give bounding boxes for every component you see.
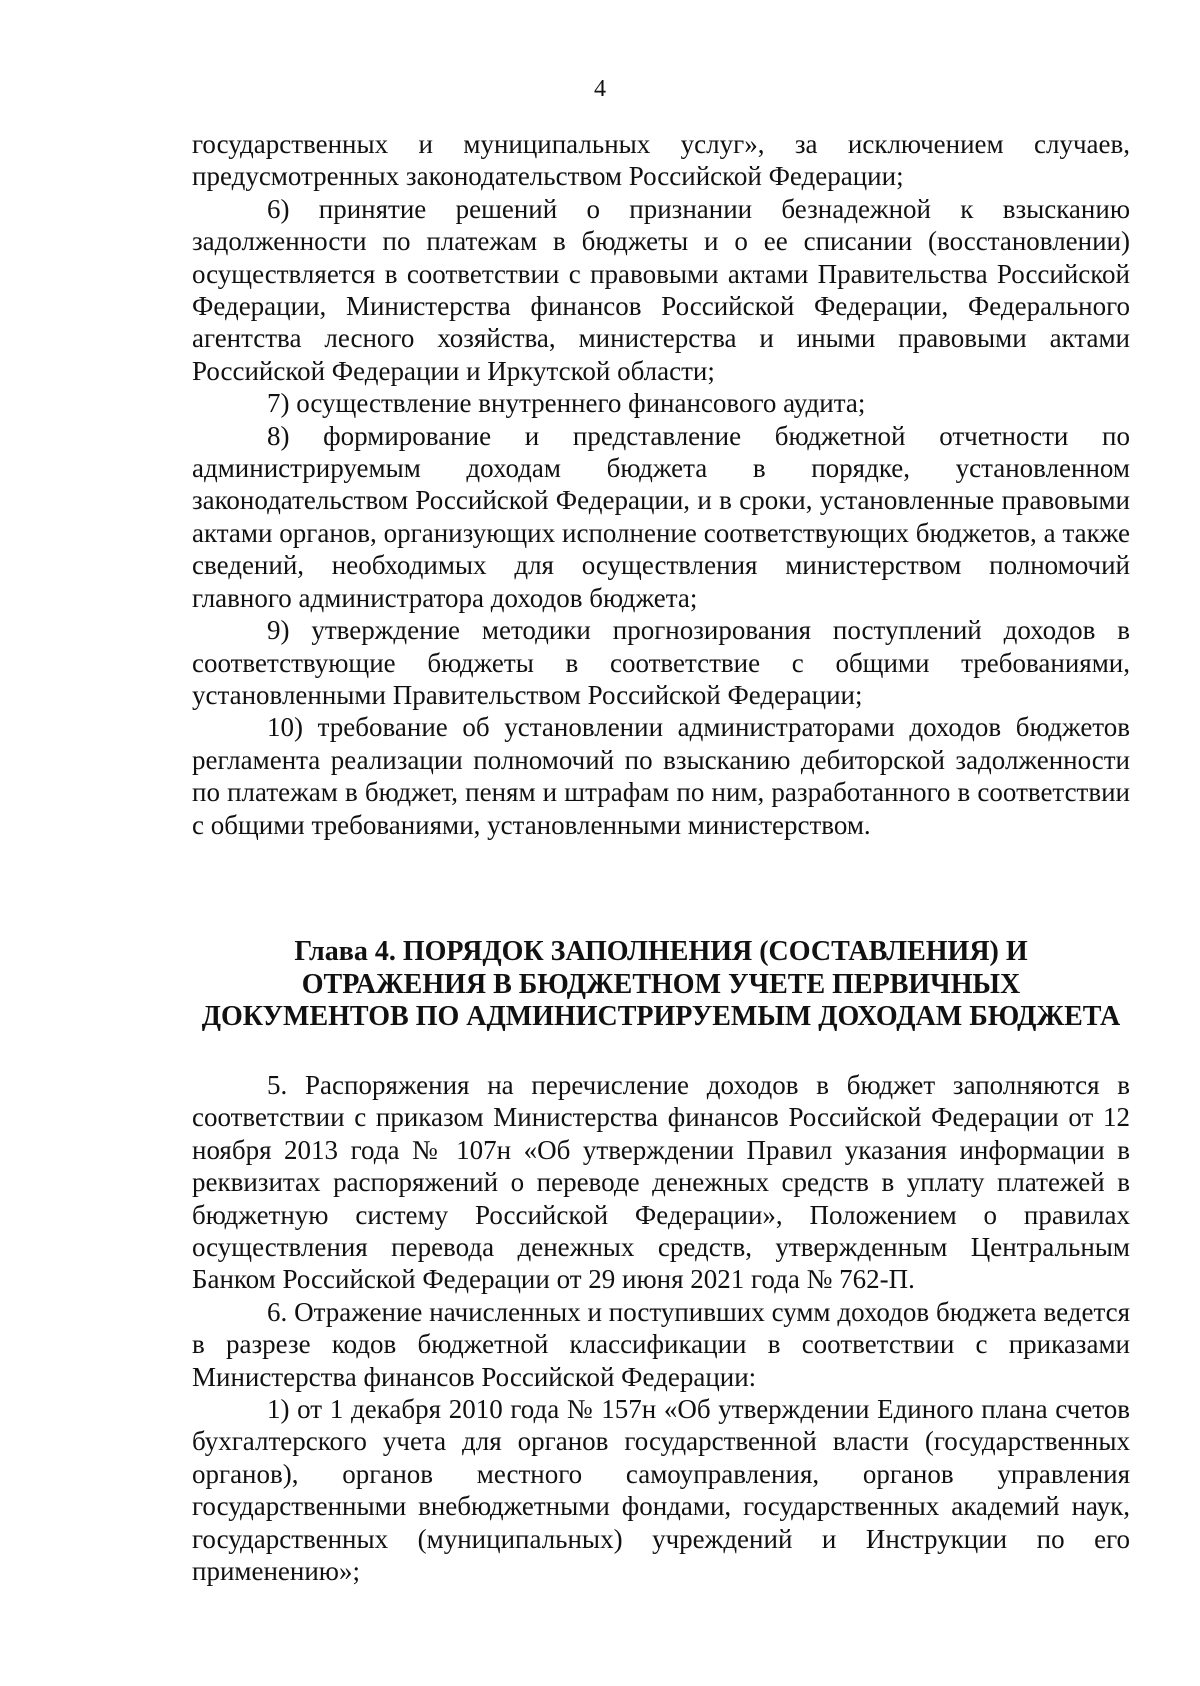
paragraph-clause-5: 5. Распоряжения на перечисление доходов в бюджет заполняются в соответствии с приказом Министерства финансов Российской Федерации от 12 ноября 2013 года № 107н «Об утверждении Правил указания информации в реквизитах распоряжений о переводе денежных средств в уплату платежей в бюджетную систему Российской Федерации», Положением о правилах осуществления перевода денежных средств, утвержденным Центральным Банком Российской Федерации от 29 июня 2021 года № 762-П. <box>192 1070 1130 1295</box>
bottom-text-block <box>192 1069 1130 1588</box>
page-number: 4 <box>594 76 606 102</box>
paragraph-item-8: 8) формирование и представление бюджетной отчетности по администрируемым доходам бюджета в порядке, установленном законодательством Российской Федерации, и в сроки, установленные правовыми актами органов, организующих исполнение соответствующих бюджетов, а также сведений, необходимых для осуществления министерством полномочий главного администратора доходов бюджета; <box>192 420 1130 613</box>
paragraph-subitem-1: 1) от 1 декабря 2010 года № 157н «Об утверждении Единого плана счетов бухгалтерского учета для органов государственной власти (государственных органов), органов местного самоуправления, органов управления государственными внебюджетными фондами, государственных академий наук, государственных (муниципальных) учреждений и Инструкции по его применению»; <box>192 1394 1130 1587</box>
paragraph-item-9: 9) утверждение методики прогнозирования поступлений доходов в соответствующие бюджеты в соответствие с общими требованиями, установленными Правительством Российской Федерации; <box>192 615 1130 710</box>
chapter-heading-line-2: ОТРАЖЕНИЯ В БЮДЖЕТНОМ УЧЕТЕ ПЕРВИЧНЫХ <box>301 968 1021 1000</box>
paragraph-item-6: 6) принятие решений о признании безнадежной к взысканию задолженности по платежам в бюджеты и о ее списании (восстановлении) осуществляется в соответствии с правовыми актами Правительства Российской Федерации, Министерства финансов Российской Федерации, Федерального агентства лесного хозяйства, министерства и иными правовыми актами Российской Федерации и Иркутской области; <box>192 193 1130 386</box>
paragraph-item-7: 7) осуществление внутреннего финансового аудита; <box>267 388 866 419</box>
chapter-heading-line-1: Глава 4. ПОРЯДОК ЗАПОЛНЕНИЯ (СОСТАВЛЕНИЯ) И <box>294 936 1028 967</box>
chapter-heading-line-3: ДОКУМЕНТОВ ПО АДМИНИСТРИРУЕМЫМ ДОХОДАМ БЮДЖЕТА <box>201 1001 1121 1032</box>
paragraph-item-10: 10) требование об установлении администраторами доходов бюджетов регламента реализации полномочий по взысканию дебиторской задолженности по платежам в бюджет, пеням и штрафам по ним, разработанного в соответствии с общими требованиями, установленными министерством. <box>192 712 1130 840</box>
top-text-block <box>192 128 1130 841</box>
paragraph-clause-6: 6. Отражение начисленных и поступивших сумм доходов бюджета ведется в разрезе кодов бюджетной классификации в соответствии с приказами Министерства финансов Российской Федерации: <box>192 1296 1130 1392</box>
chapter-heading <box>186 936 1136 1034</box>
paragraph-continuation: государственных и муниципальных услуг», за исключением случаев, предусмотренных законодательством Российской Федерации; <box>192 129 1130 192</box>
